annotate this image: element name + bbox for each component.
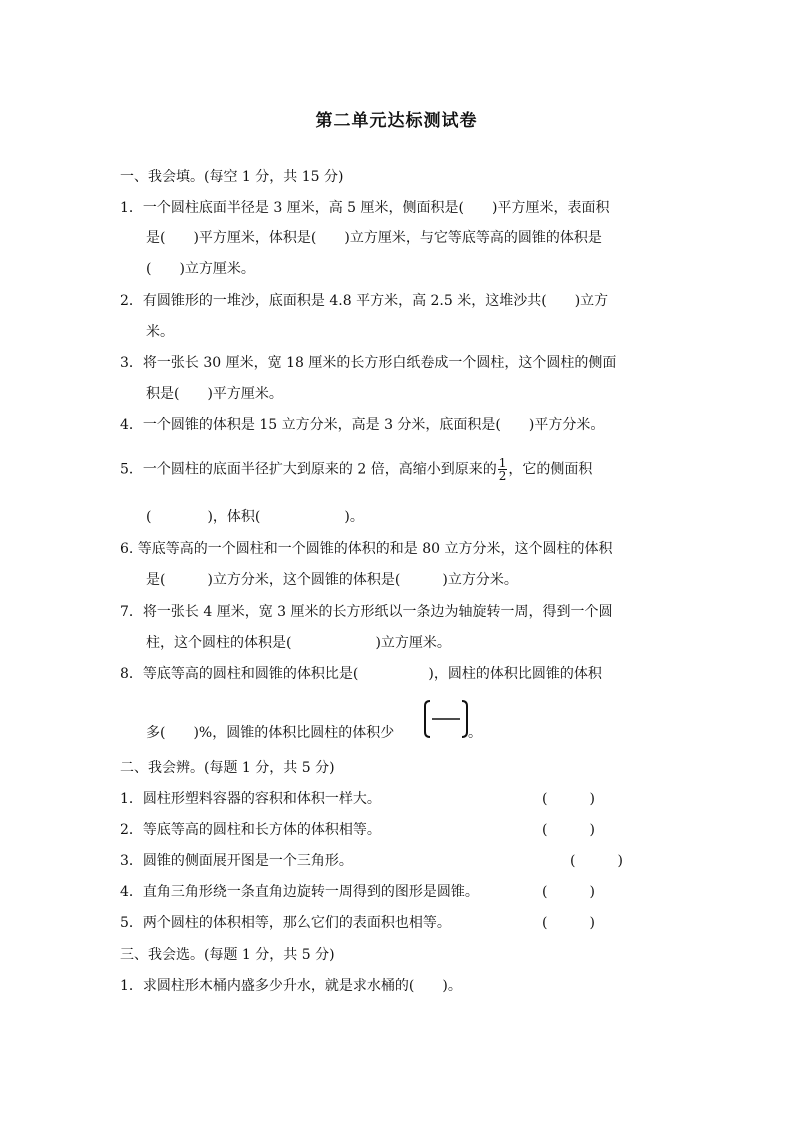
judge-item-2: 2．等底等高的圆柱和长方体的体积相等。 [120,822,381,838]
judge-answer-paren-1: ( ) [542,791,595,807]
fraction-blank-bracket [424,699,468,739]
q5-text-b: ，它的侧面积 [508,461,593,478]
page-title: 第二单元达标测试卷 [315,111,478,131]
q5-fraction [498,457,508,482]
judge-answer-paren-2: ( ) [542,822,595,838]
judge-answer-paren-3: ( ) [570,853,623,869]
fraction-denominator: 2 [498,469,507,483]
q3-line2: 积是( )平方厘米。 [146,386,283,402]
q6-line2: 是( )立方分米，这个圆锥的体积是( )立方分米。 [146,572,518,588]
judge-item-3: 3．圆锥的侧面展开图是一个三角形。 [120,853,353,869]
q2-line2: 米。 [146,324,174,340]
q8-line2a: 多( )%，圆锥的体积比圆柱的体积少 [146,725,395,741]
q8-line1: 8．等底等高的圆柱和圆锥的体积比是( )，圆柱的体积比圆锥的体积 [120,666,602,682]
section3-heading: 三、我会选。(每题 1 分，共 5 分) [120,947,335,963]
q1-line1: 1．一个圆柱底面半径是 3 厘米，高 5 厘米，侧面积是( )平方厘米，表面积 [120,200,610,216]
choice-q1: 1．求圆柱形木桶内盛多少升水，就是求水桶的( )。 [120,978,462,994]
q5-line1 [120,457,592,482]
q6-line1: 6. 等底等高的一个圆柱和一个圆锥的体积的和是 80 立方分米，这个圆柱的体积 [120,541,613,557]
q5-text-a: 5．一个圆柱的底面半径扩大到原来的 2 倍，高缩小到原来的 [120,461,497,478]
q7-line1: 7．将一张长 4 厘米，宽 3 厘米的长方形纸以一条边为轴旋转一周，得到一个圆 [120,604,613,620]
q8-line2b: 。 [468,725,482,741]
judge-item-4: 4．直角三角形绕一条直角边旋转一周得到的图形是圆锥。 [120,884,479,900]
q1-line2: 是( )平方厘米，体积是( )立方厘米，与它等底等高的圆锥的体积是 [146,230,602,246]
judge-item-1: 1．圆柱形塑料容器的容积和体积一样大。 [120,791,381,807]
q3-line1: 3．将一张长 30 厘米，宽 18 厘米的长方形白纸卷成一个圆柱，这个圆柱的侧面 [120,355,617,371]
fraction-numerator: 1 [498,456,507,470]
q7-line2: 柱，这个圆柱的体积是( )立方厘米。 [146,635,451,651]
judge-answer-paren-5: ( ) [542,915,595,931]
section2-heading: 二、我会辨。(每题 1 分，共 5 分) [120,760,335,776]
q2-line1: 2．有圆锥形的一堆沙，底面积是 4.8 平方米，高 2.5 米，这堆沙共( )立方 [120,293,609,309]
q5-line2: ( )，体积( )。 [146,509,364,525]
judge-answer-paren-4: ( ) [542,884,595,900]
judge-item-5: 5．两个圆柱的体积相等，那么它们的表面积也相等。 [120,915,451,931]
q4-line: 4．一个圆锥的体积是 15 立方分米，高是 3 分米，底面积是( )平方分米。 [120,417,605,433]
section1-heading: 一、我会填。(每空 1 分，共 15 分) [120,169,344,185]
q1-line3: ( )立方厘米。 [146,261,255,277]
